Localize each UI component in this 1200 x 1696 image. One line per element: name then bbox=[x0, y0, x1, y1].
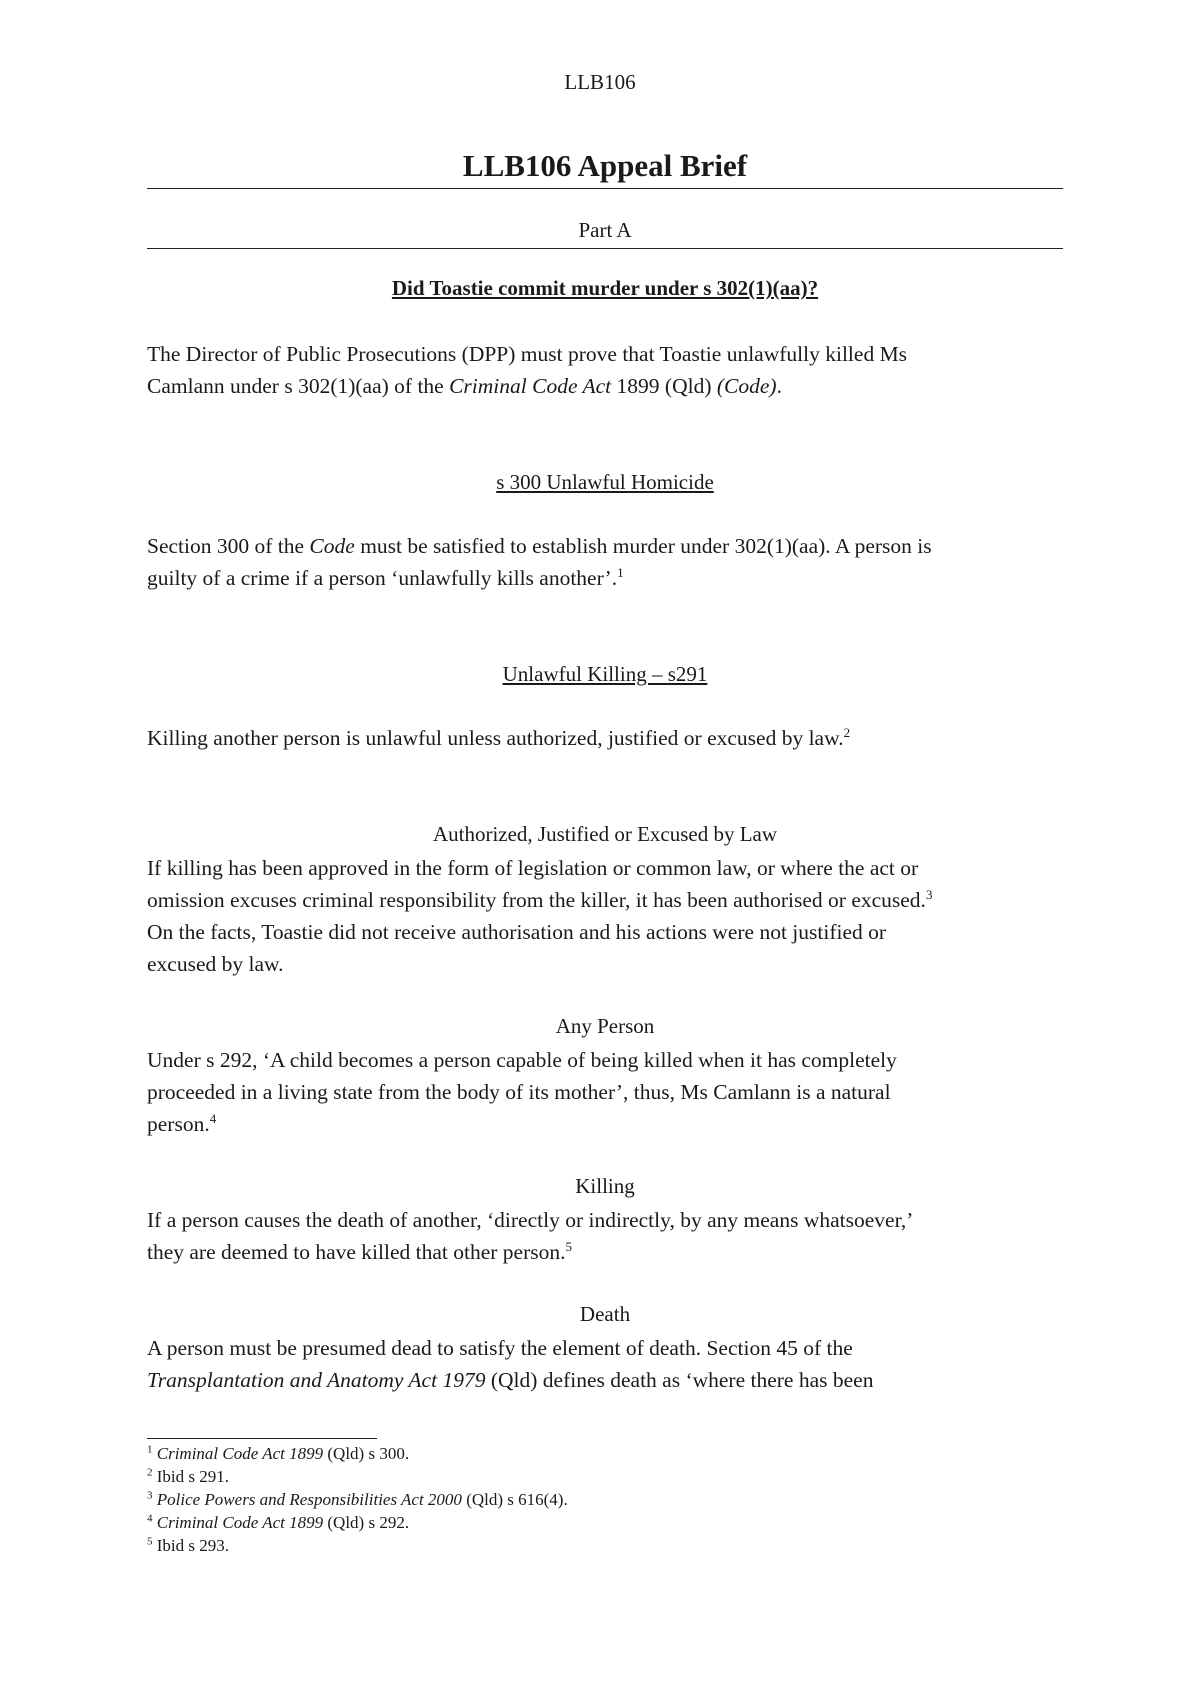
intro-line-2 bbox=[147, 370, 1063, 402]
s300-text-post: must be satisfied to establish murder under 302(1)(aa). A person is bbox=[354, 534, 932, 558]
s300-line-2 bbox=[147, 562, 1063, 594]
death-text-2: (Qld) defines death as ‘where there has been bbox=[485, 1368, 874, 1392]
title-block bbox=[147, 144, 1063, 188]
authorized-line-1: If killing has been approved in the form of legislation or common law, or where the act or bbox=[147, 856, 919, 880]
footnote-text: (Qld) s 300. bbox=[323, 1444, 410, 1463]
footnote-number: 4 bbox=[147, 1512, 153, 1525]
intro-code-abbrev: (Code) bbox=[716, 374, 777, 398]
any-person-heading: Any Person bbox=[555, 1014, 655, 1038]
footnote-number: 3 bbox=[147, 1489, 153, 1502]
death-paragraph bbox=[147, 1332, 1063, 1396]
death-line-2 bbox=[147, 1364, 1063, 1396]
footnote-separator bbox=[147, 1438, 377, 1439]
footnote-1 bbox=[147, 1442, 1063, 1465]
death-act-name: Transplantation and Anatomy Act 1979 bbox=[147, 1368, 486, 1392]
s300-text: Section 300 of the bbox=[147, 534, 310, 558]
s291-text: Killing another person is unlawful unless authorized, justified or excused by law. bbox=[147, 726, 844, 750]
authorized-line-3: On the facts, Toastie did not receive authorisation and his actions were not justified or bbox=[147, 920, 887, 944]
title-rule bbox=[147, 188, 1063, 189]
authorized-paragraph bbox=[147, 852, 1063, 980]
authorized-text-2: omission excuses criminal responsibility from the killer, it has been authorised or excused. bbox=[147, 888, 926, 912]
footnote-italic: Police Powers and Responsibilities Act 2000 bbox=[156, 1490, 462, 1509]
killing-heading: Killing bbox=[575, 1174, 635, 1198]
s300-line-1 bbox=[147, 530, 1063, 562]
footnote-ref-2[interactable]: 2 bbox=[843, 724, 851, 740]
killing-line-2 bbox=[147, 1236, 1063, 1268]
s300-text-2: guilty of a crime if a person ‘unlawfully kills another’. bbox=[147, 566, 618, 590]
death-line-1: A person must be presumed dead to satisfy the element of death. Section 45 of the bbox=[147, 1336, 853, 1360]
footnote-number: 5 bbox=[147, 1535, 153, 1548]
footnote-italic: Criminal Code Act 1899 bbox=[156, 1444, 324, 1463]
footnote-text: Ibid s 293. bbox=[156, 1536, 229, 1555]
question-heading: Did Toastie commit murder under s 302(1)(aa)? bbox=[391, 276, 819, 300]
footnote-5 bbox=[147, 1534, 1063, 1557]
part-label: Part A bbox=[578, 218, 632, 242]
killing-line-1: If a person causes the death of another, ‘directly or indirectly, by any means whatsoever,’ bbox=[147, 1208, 914, 1232]
any-person-text-3: person. bbox=[147, 1112, 210, 1136]
killing-paragraph bbox=[147, 1204, 1063, 1268]
s291-line bbox=[147, 722, 1063, 754]
intro-text: Camlann under s 302(1)(aa) of the bbox=[147, 374, 450, 398]
intro-text-end: . bbox=[776, 374, 782, 398]
footnote-text: (Qld) s 616(4). bbox=[461, 1490, 568, 1509]
intro-text-mid: 1899 (Qld) bbox=[611, 374, 717, 398]
footnotes bbox=[147, 1442, 1063, 1557]
death-heading: Death bbox=[579, 1302, 631, 1326]
intro-paragraph bbox=[147, 338, 1063, 402]
footnote-number: 2 bbox=[147, 1466, 153, 1479]
running-header: LLB106 bbox=[564, 70, 636, 94]
s300-code-italic: Code bbox=[309, 534, 355, 558]
footnote-4 bbox=[147, 1511, 1063, 1534]
intro-act-name: Criminal Code Act bbox=[449, 374, 612, 398]
killing-text-2: they are deemed to have killed that other person. bbox=[147, 1240, 566, 1264]
footnote-number: 1 bbox=[147, 1443, 153, 1456]
footnote-ref-5[interactable]: 5 bbox=[565, 1238, 572, 1254]
footnote-italic: Criminal Code Act 1899 bbox=[156, 1513, 324, 1532]
intro-line-1: The Director of Public Prosecutions (DPP) must prove that Toastie unlawfully killed Ms bbox=[147, 342, 908, 366]
any-person-line-3 bbox=[147, 1108, 1063, 1140]
s300-heading: s 300 Unlawful Homicide bbox=[496, 470, 714, 494]
s291-paragraph bbox=[147, 722, 1063, 754]
authorized-heading: Authorized, Justified or Excused by Law bbox=[432, 822, 778, 846]
s291-heading: Unlawful Killing – s291 bbox=[502, 662, 708, 686]
document-title: LLB106 Appeal Brief bbox=[462, 148, 748, 183]
authorized-line-2 bbox=[147, 884, 1063, 916]
any-person-paragraph bbox=[147, 1044, 1063, 1140]
s300-paragraph bbox=[147, 530, 1063, 594]
part-rule bbox=[147, 248, 1063, 249]
footnote-3 bbox=[147, 1488, 1063, 1511]
footnote-2 bbox=[147, 1465, 1063, 1488]
any-person-line-1: Under s 292, ‘A child becomes a person capable of being killed when it has completely bbox=[147, 1048, 897, 1072]
any-person-line-2: proceeded in a living state from the body of its mother’, thus, Ms Camlann is a natural bbox=[147, 1080, 891, 1104]
authorized-line-4: excused by law. bbox=[147, 952, 284, 976]
footnote-text: Ibid s 291. bbox=[156, 1467, 229, 1486]
footnote-text: (Qld) s 292. bbox=[323, 1513, 410, 1532]
footnote-ref-3[interactable]: 3 bbox=[925, 886, 933, 902]
footnote-ref-1[interactable]: 1 bbox=[617, 564, 624, 580]
footnote-ref-4[interactable]: 4 bbox=[209, 1110, 217, 1126]
